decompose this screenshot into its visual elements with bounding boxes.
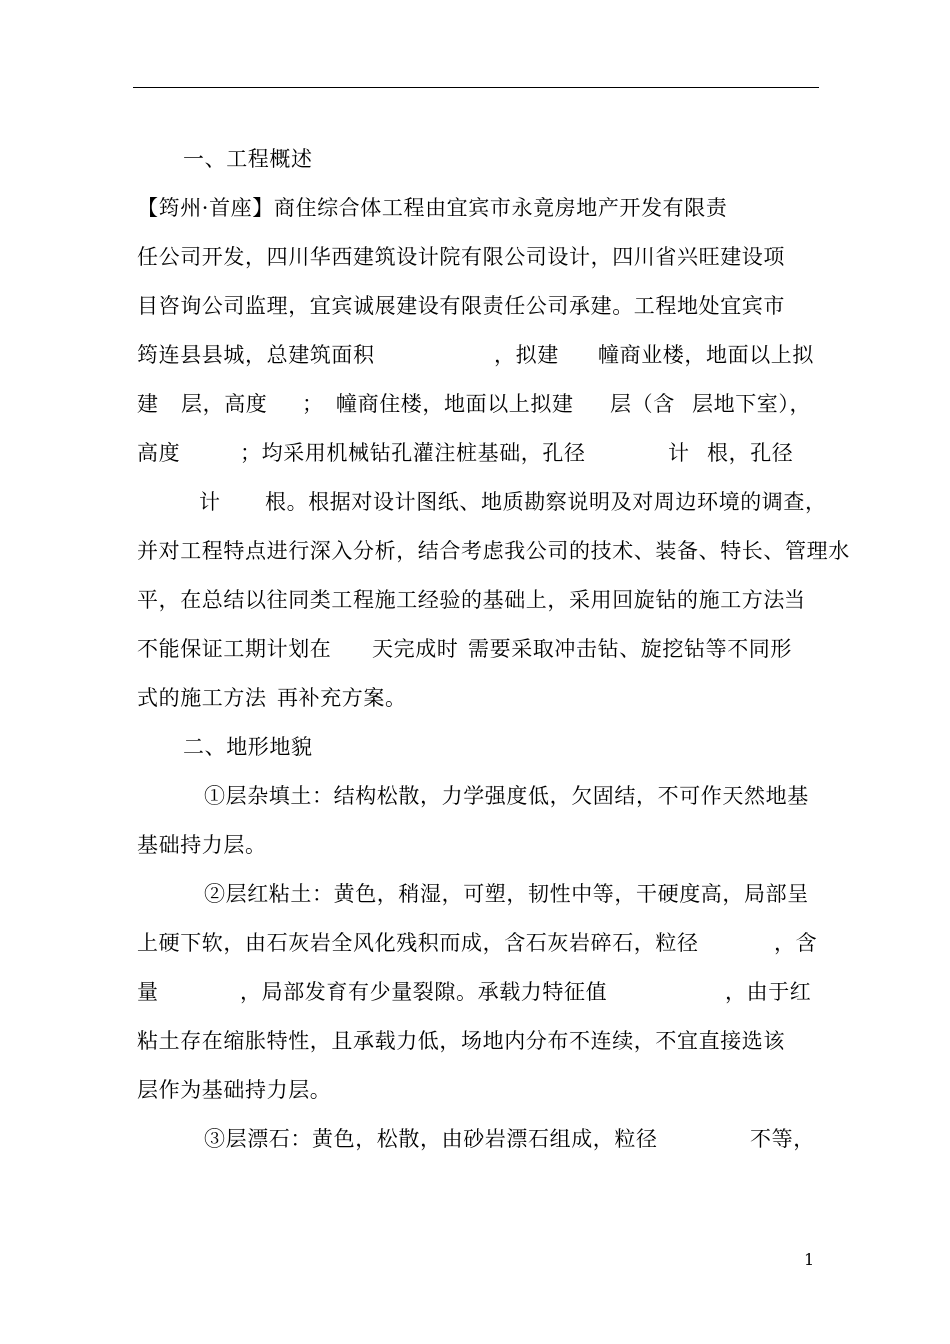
text-fragment: ； <box>302 392 324 416</box>
text-line: 并对工程特点进行深入分析，结合考虑我公司的技术、装备、特长、管理水 <box>137 539 850 563</box>
text-fragment: 幢商业楼，地面以上拟 <box>598 343 814 367</box>
text-fragment: 建 <box>137 392 159 416</box>
section-heading-overview: 一、工程概述 <box>183 147 313 171</box>
text-fragment: 根，孔径 <box>707 441 794 465</box>
text-fragment: 需要采取冲击钻、旋挖钻等不同形 <box>468 637 792 661</box>
text-line: ①层杂填土：结构松散，力学强度低，欠固结，不可作天然地基 <box>204 784 809 808</box>
text-fragment: 不等， <box>750 1127 815 1151</box>
text-fragment: 层，高度 <box>181 392 268 416</box>
text-fragment: 高度 <box>137 441 181 465</box>
text-fragment: ；均采用机械钻孔灌注桩基础，孔径 <box>240 441 586 465</box>
text-fragment: ，由于红 <box>725 980 812 1004</box>
text-line: ②层红粘土：黄色，稍湿，可塑，韧性中等，干硬度高，局部呈 <box>204 882 809 906</box>
text-fragment: 量 <box>137 980 159 1004</box>
text-line: 基础持力层。 <box>137 833 267 857</box>
text-fragment: ，局部发育有少量裂隙。承载力特征值 <box>240 980 608 1004</box>
text-fragment: 幢商住楼，地面以上拟建 <box>336 392 574 416</box>
text-line: 层作为基础持力层。 <box>137 1078 332 1102</box>
text-fragment: 平，在总结以往同类工程施工经验的基础上，采用回旋钻的施工方法 <box>137 588 785 612</box>
text-fragment: ，拟建 <box>494 343 559 367</box>
text-fragment: ，含 <box>774 931 818 955</box>
text-fragment: 计 <box>199 490 221 514</box>
text-fragment: 上硬下软，由石灰岩全风化残积而成，含石灰岩碎石，粒径 <box>137 931 699 955</box>
text-line: 任公司开发，四川华西建筑设计院有限公司设计，四川省兴旺建设项 <box>137 245 785 269</box>
text-fragment: 再补充方案。 <box>277 686 407 710</box>
text-line: 【筠州·首座】商住综合体工程由宜宾市永竟房地产开发有限责 <box>137 196 728 220</box>
text-fragment: 层（含 <box>610 392 675 416</box>
text-fragment: 不能保证工期计划在 <box>137 637 332 661</box>
text-fragment: 计 <box>668 441 690 465</box>
text-fragment: ③层漂石：黄色，松散，由砂岩漂石组成，粒径 <box>204 1127 658 1151</box>
page-number: 1 <box>804 1250 815 1269</box>
text-fragment: 筠连县县城，总建筑面积 <box>137 343 375 367</box>
text-fragment: 当 <box>784 588 806 612</box>
text-fragment: 根。根据对设计图纸、地质勘察说明及对周边环境的调查， <box>265 490 827 514</box>
section-heading-terrain: 二、地形地貌 <box>183 735 313 759</box>
text-line: 目咨询公司监理，宜宾诚展建设有限责任公司承建。工程地处宜宾市 <box>137 294 785 318</box>
text-line: 粘土存在缩胀特性，且承载力低，场地内分布不连续，不宜直接选该 <box>137 1029 785 1053</box>
header-rule <box>133 87 819 88</box>
text-fragment: 天完成时 <box>372 637 459 661</box>
text-fragment: 层地下室）， <box>692 392 812 416</box>
text-fragment: 式的施工方法 <box>137 686 267 710</box>
